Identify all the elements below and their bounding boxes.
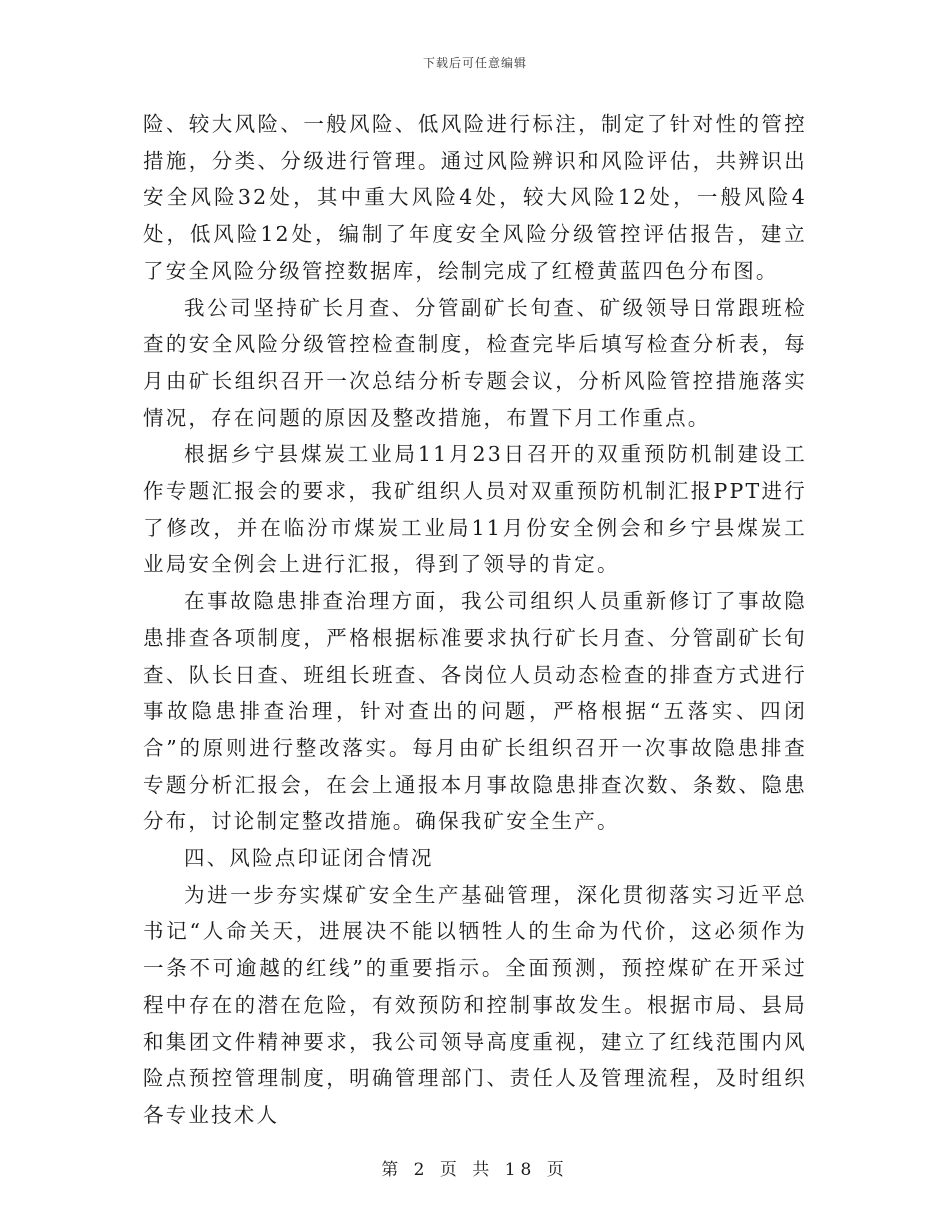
paragraph-red-line-management: 为进一步夯实煤矿安全生产基础管理，深化贯彻落实习近平总书记“人命关天，进展决不能以牺牲人的生命为代价，这必须作为一条不可逾越的红线”的重要指示。全面预测，预控煤矿在开采过程中存在的潜在危险，有效预防和控制事故发生。根据市局、县局和集团文件精神要求，我公司领导高度重视，建立了红线范围内风险点预控管理制度，明确管理部门、责任人及管理流程，及时组织各专业技术人 [143, 882, 807, 1127]
page-header-note: 下载后可任意编辑 [422, 56, 527, 70]
document-body [143, 106, 807, 1134]
paragraph-inspection-system: 我公司坚持矿长月查、分管副矿长旬查、矿级领导日常跟班检查的安全风险分级管控检查制度，检查完毕后填写检查分析表，每月由矿长组织召开一次总结分析专题会议，分析风险管控措施落实情况，存在问题的原因及整改措施，布置下月工作重点。 [143, 295, 807, 430]
paragraph-report-meeting: 根据乡宁县煤炭工业局11月23日召开的双重预防机制建设工作专题汇报会的要求，我矿组织人员对双重预防机制汇报PPT进行了修改，并在临汾市煤炭工业局11月份安全例会和乡宁县煤炭工业局安全例会上进行汇报，得到了领导的肯定。 [143, 442, 807, 577]
paragraph-hazard-investigation: 在事故隐患排查治理方面，我公司组织人员重新修订了事故隐患排查各项制度，严格根据标准要求执行矿长月查、分管副矿长旬查、队长日查、班组长班查、各岗位人员动态检查的排查方式进行事故隐患排查治理，针对查出的问题，严格根据“五落实、四闭合”的原则进行整改落实。每月由矿长组织召开一次事故隐患排查专题分析汇报会，在会上通报本月事故隐患排查次数、条数、隐患分布，讨论制定整改措施。确保我矿安全生产。 [143, 589, 807, 834]
page-number: 第 2 页 共 18 页 [381, 1160, 569, 1180]
paragraph-risk-classification: 险、较大风险、一般风险、低风险进行标注，制定了针对性的管控措施，分类、分级进行管理。通过风险辨识和风险评估，共辨识出安全风险32处，其中重大风险4处，较大风险12处，一般风险4处，低风险12处，编制了年度安全风险分级管控评估报告，建立了安全风险分级管控数据库，绘制完成了红橙黄蓝四色分布图。 [143, 112, 807, 283]
section-heading-risk-points: 四、风险点印证闭合情况 [184, 846, 434, 871]
